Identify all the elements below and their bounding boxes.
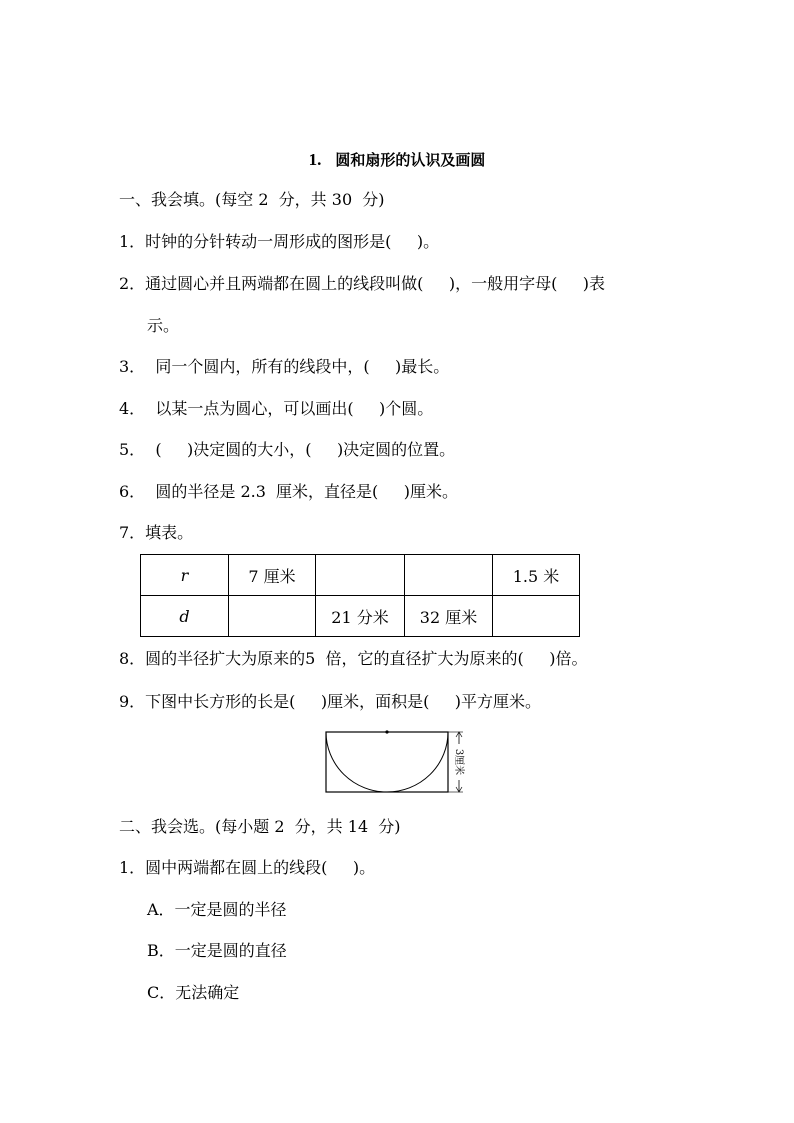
question-1-6: 6． 圆的半径是 2.3 厘米，直径是( )厘米。 (119, 482, 458, 501)
question-1-9: 9．下图中长方形的长是( )厘米，面积是( )平方厘米。 (119, 692, 542, 711)
option-b: B．一定是圆的直径 (147, 941, 287, 960)
rectangle-semicircle-figure (325, 728, 475, 796)
question-1-7: 7．填表。 (119, 523, 194, 542)
dimension-label: 3厘米 (453, 748, 464, 776)
table-cell (229, 596, 316, 637)
question-1-3: 3． 同一个圆内，所有的线段中，( )最长。 (119, 357, 450, 376)
option-c: C．无法确定 (147, 983, 240, 1002)
question-1-5: 5． ( )决定圆的大小，( )决定圆的位置。 (119, 440, 456, 459)
page-title (0, 150, 794, 170)
question-2-1: 1．圆中两端都在圆上的线段( )。 (119, 858, 376, 877)
option-a: A．一定是圆的半径 (147, 900, 287, 919)
table-cell: 7 厘米 (229, 555, 316, 596)
title-text: 圆和扇形的认识及画圆 (335, 151, 486, 169)
table-cell: 21 分米 (316, 596, 405, 637)
question-1-4: 4． 以某一点为圆心，可以画出( )个圆。 (119, 399, 434, 418)
table-cell (405, 555, 493, 596)
question-1-8: 8．圆的半径扩大为原来的5 倍，它的直径扩大为原来的( )倍。 (119, 649, 588, 668)
fill-table (140, 554, 580, 637)
section1-heading: 一、我会填。(每空 2 分，共 30 分) (119, 190, 385, 209)
table-cell: 1.5 米 (493, 555, 580, 596)
table-cell: 32 厘米 (405, 596, 493, 637)
table-cell (493, 596, 580, 637)
section2-heading: 二、我会选。(每小题 2 分，共 14 分) (119, 817, 401, 836)
question-1-2: 2．通过圆心并且两端都在圆上的线段叫做( )，一般用字母( )表 (119, 274, 606, 293)
table-cell: r (141, 555, 229, 596)
center-point (385, 730, 388, 733)
table-row (141, 596, 580, 637)
table-cell (316, 555, 405, 596)
rectangle-shape (326, 732, 448, 792)
title-number: 1. (308, 150, 322, 169)
table-cell: d (141, 596, 229, 637)
semicircle-arc (326, 732, 448, 792)
table-row (141, 555, 580, 596)
question-1-1: 1．时钟的分针转动一周形成的图形是( )。 (119, 232, 440, 251)
question-1-2-cont: 示。 (147, 316, 180, 335)
